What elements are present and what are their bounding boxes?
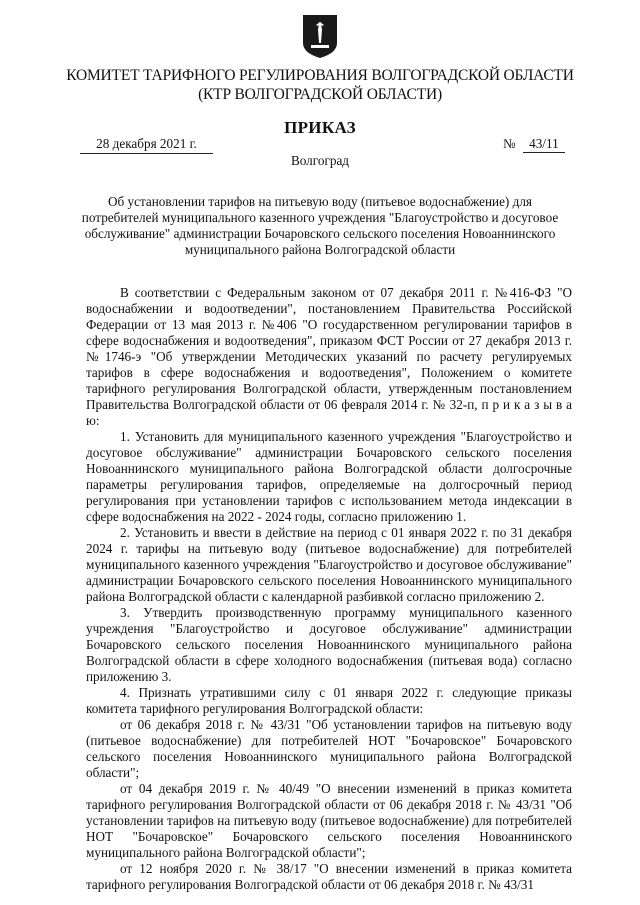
document-city: Волгоград [290,153,350,168]
number-label: № [503,136,516,151]
paragraph: 2. Установить и ввести в действие на период с 01 января 2022 г. по 31 декабря 2024 г. тарифы на питьевую воду (питьевое водоснабжение) для потребителей муниципального казенного учреждения "Благоустройство и досуговое обслуживание" администрации Бочаровского сельского поселения Новоаннинского муниципального района Волгоградской области с календарной разбивкой согласно приложению 2. [86,525,572,604]
document-number-block [503,136,565,153]
org-short-name: (КТР ВОЛГОГРАДСКОЙ ОБЛАСТИ) [198,86,442,103]
org-name: КОМИТЕТ ТАРИФНОГО РЕГУЛИРОВАНИЯ ВОЛГОГРАДСКОЙ ОБЛАСТИ [66,67,574,84]
document-type: ПРИКАЗ [284,118,356,137]
document-date: 28 декабря 2021 г. [80,136,213,154]
organization-header [40,66,600,104]
document-number: 43/11 [523,136,565,153]
document-body [86,285,572,893]
paragraph: В соответствии с Федеральным законом от 07 декабря 2011 г. №416-ФЗ "О водоснабжении и водоотведении", постановлением Правительства Российской Федерации от 13 мая 2013 г. №406 "О государственном регулировании тарифов в сфере водоснабжения и водоотведения", приказом ФСТ России от 27 декабря 2013 г. №1746-э "Об утверждении Методических указаний по расчету регулируемых тарифов в сфере водоснабжения и водоотведения", Положением о комитете тарифного регулирования Волгоградской области, утвержденным постановлением Правительства Волгоградской области от 06 февраля 2014 г. № 32-п, п р и к а з ы в а ю: [86,285,572,428]
paragraph: 4. Признать утратившими силу с 01 января 2022 г. следующие приказы комитета тарифного регулирования Волгоградской области: [86,685,572,716]
paragraph: от 06 декабря 2018 г. № 43/31 "Об установлении тарифов на питьевую воду (питьевое водоснабжение) для потребителей НОТ "Бочаровское" Бочаровского сельского поселения Новоаннинского муниципального района Волгоградской области"; [86,717,572,780]
paragraph: от 12 ноября 2020 г. № 38/17 "О внесении изменений в приказ комитета тарифного регулирования Волгоградской области от 06 декабря 2018 г. № 43/31 [86,861,572,892]
paragraph: 1. Установить для муниципального казенного учреждения "Благоустройство и досуговое обслуживание" администрации Бочаровского сельского поселения Новоаннинского муниципального района Волгоградской области долгосрочные параметры регулирования тарифов, определяемые на долгосрочный период регулирования при установлении тарифов с использованием метода индексации в сфере водоснабжения на 2022 - 2024 годы, согласно приложению 1. [86,429,572,524]
paragraph: от 04 декабря 2019 г. № 40/49 "О внесении изменений в приказ комитета тарифного регулирования Волгоградской области от 06 декабря 2018 г. № 43/31 "Об установлении тарифов на питьевую воду (питьевое водоснабжение) для потребителей НОТ "Бочаровское" Бочаровского сельского поселения Новоаннинского муниципального района Волгоградской области"; [86,781,572,860]
paragraph: 3. Утвердить производственную программу муниципального казенного учреждения "Благоустройство и досуговое обслуживание" администрации Бочаровского сельского поселения Новоаннинского муниципального района Волгоградской области в сфере холодного водоснабжения (питьевая вода) согласно приложению 3. [86,605,572,684]
document-title: Об установлении тарифов на питьевую воду (питьевое водоснабжение) для потребителей муниципального казенного учреждения "Благоустройство и досуговое обслуживание" администрации Бочаровского сельского поселения Новоаннинского муниципального района Волгоградской области [81,194,559,257]
coat-of-arms-emblem [301,13,339,59]
